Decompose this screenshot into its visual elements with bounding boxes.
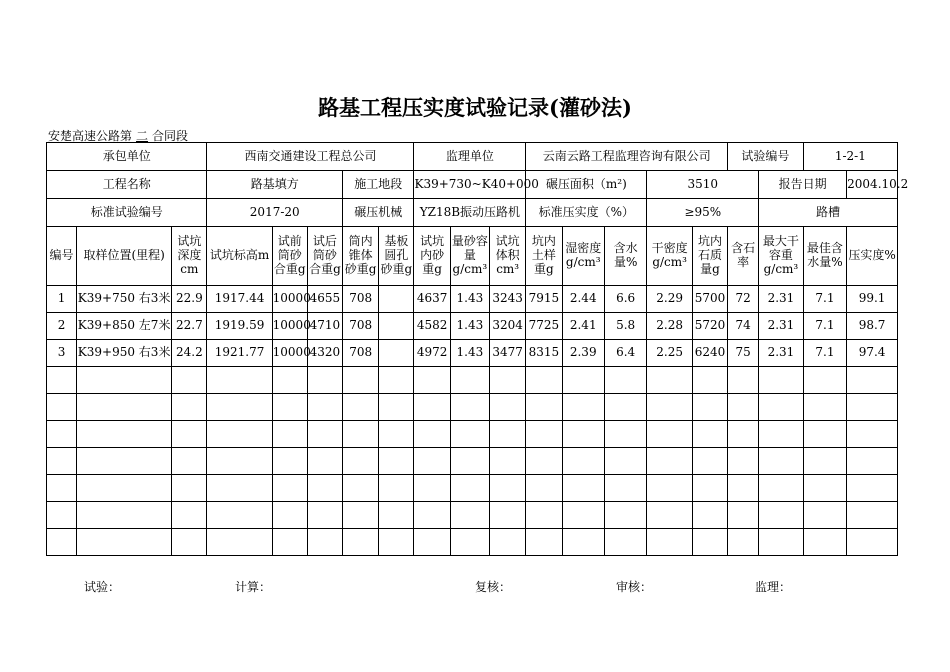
hdr-plate: 基板圆孔砂重g <box>379 227 414 286</box>
empty-cell <box>343 475 379 502</box>
empty-cell <box>759 502 804 529</box>
empty-cell <box>604 529 646 556</box>
empty-cell <box>604 421 646 448</box>
table-cell: 10000 <box>272 286 307 313</box>
empty-cell <box>414 367 450 394</box>
empty-cell <box>728 394 759 421</box>
table-cell: 6.6 <box>604 286 646 313</box>
hdr-stone-rate: 含石率 <box>728 227 759 286</box>
empty-cell <box>490 502 526 529</box>
empty-cell <box>647 475 693 502</box>
date-label: 报告日期 <box>759 171 847 199</box>
empty-cell <box>562 421 604 448</box>
contractor-label: 承包单位 <box>47 143 207 171</box>
empty-cell <box>562 448 604 475</box>
empty-cell <box>759 394 804 421</box>
table-cell: 2.44 <box>562 286 604 313</box>
empty-cell <box>803 448 846 475</box>
table-cell: 4655 <box>307 286 342 313</box>
empty-cell <box>847 475 898 502</box>
empty-cell <box>450 421 489 448</box>
empty-cell <box>647 448 693 475</box>
area-value: 3510 <box>647 171 759 199</box>
std-compact-label: 标准压实度（%） <box>526 199 647 227</box>
table-row <box>47 286 898 313</box>
area-label: 碾压面积（m²) <box>526 171 647 199</box>
empty-cell <box>172 502 207 529</box>
table-cell: 4637 <box>414 286 450 313</box>
table-cell: 3 <box>47 340 77 367</box>
table-cell: 2.25 <box>647 340 693 367</box>
empty-cell <box>172 421 207 448</box>
position-value: 路槽 <box>759 199 898 227</box>
empty-cell <box>526 421 562 448</box>
empty-cell <box>379 367 414 394</box>
table-cell: 708 <box>343 313 379 340</box>
table-cell: 22.9 <box>172 286 207 313</box>
footer-test: 试验： <box>84 580 121 594</box>
table-cell: 2.31 <box>759 286 804 313</box>
table-cell: 75 <box>728 340 759 367</box>
empty-cell <box>604 502 646 529</box>
empty-cell <box>692 421 727 448</box>
empty-cell <box>47 502 77 529</box>
empty-cell <box>604 367 646 394</box>
table-cell: 2.31 <box>759 340 804 367</box>
empty-cell <box>490 367 526 394</box>
empty-cell <box>490 529 526 556</box>
empty-cell <box>307 421 342 448</box>
empty-cell <box>307 394 342 421</box>
empty-cell <box>526 394 562 421</box>
empty-cell <box>77 529 172 556</box>
empty-cell <box>272 448 307 475</box>
table-cell: 7725 <box>526 313 562 340</box>
empty-cell <box>379 502 414 529</box>
test-no-value: 1-2-1 <box>803 143 897 171</box>
table-cell: 6.4 <box>604 340 646 367</box>
empty-cell <box>379 529 414 556</box>
hdr-pit-sand: 试坑内砂重g <box>414 227 450 286</box>
table-cell: 72 <box>728 286 759 313</box>
empty-cell <box>307 502 342 529</box>
hdr-no: 编号 <box>47 227 77 286</box>
empty-cell <box>490 421 526 448</box>
empty-cell <box>847 367 898 394</box>
hdr-water: 含水量% <box>604 227 646 286</box>
empty-cell <box>728 367 759 394</box>
column-header-row <box>47 227 898 286</box>
table-row <box>47 313 898 340</box>
table-cell: 708 <box>343 340 379 367</box>
empty-cell <box>728 529 759 556</box>
empty-cell <box>172 394 207 421</box>
empty-cell <box>450 529 489 556</box>
empty-cell <box>647 367 693 394</box>
empty-cell <box>450 394 489 421</box>
table-cell: 3204 <box>490 313 526 340</box>
empty-cell <box>77 367 172 394</box>
empty-cell <box>803 367 846 394</box>
empty-cell <box>207 394 272 421</box>
table-cell: 1917.44 <box>207 286 272 313</box>
empty-cell <box>604 448 646 475</box>
table-cell: 7.1 <box>803 340 846 367</box>
empty-cell <box>647 421 693 448</box>
table-cell: 22.7 <box>172 313 207 340</box>
empty-cell <box>207 367 272 394</box>
empty-cell <box>77 502 172 529</box>
empty-cell <box>307 475 342 502</box>
empty-cell <box>47 367 77 394</box>
empty-cell <box>728 502 759 529</box>
empty-cell <box>207 421 272 448</box>
hdr-sand-density: 量砂容量g/cm³ <box>450 227 489 286</box>
supervisor-label: 监理单位 <box>414 143 526 171</box>
machine-value: YZ18B振动压路机 <box>414 199 526 227</box>
empty-cell <box>847 529 898 556</box>
empty-cell <box>490 475 526 502</box>
date-value: 2004.10.2 <box>847 171 898 199</box>
empty-cell <box>207 448 272 475</box>
subtitle-prefix: 安楚高速公路第 <box>48 129 133 143</box>
empty-row <box>47 448 898 475</box>
table-row <box>47 340 898 367</box>
table-cell: 1921.77 <box>207 340 272 367</box>
hdr-before: 试前筒砂合重g <box>272 227 307 286</box>
hdr-after: 试后筒砂合重g <box>307 227 342 286</box>
project-value: 路基填方 <box>207 171 343 199</box>
empty-cell <box>343 502 379 529</box>
empty-cell <box>307 448 342 475</box>
empty-cell <box>490 394 526 421</box>
empty-cell <box>803 529 846 556</box>
table-cell: 2.29 <box>647 286 693 313</box>
table-cell: K39+950 右3米 <box>77 340 172 367</box>
empty-cell <box>526 475 562 502</box>
empty-cell <box>450 448 489 475</box>
empty-cell <box>414 421 450 448</box>
table-cell: 1.43 <box>450 286 489 313</box>
table-cell: K39+850 左7米 <box>77 313 172 340</box>
document-title: 路基工程压实度试验记录(灌砂法) <box>318 95 632 120</box>
hdr-location: 取样位置(里程) <box>77 227 172 286</box>
empty-cell <box>692 394 727 421</box>
table-cell: K39+750 右3米 <box>77 286 172 313</box>
hdr-elev: 试坑标高m <box>207 227 272 286</box>
empty-cell <box>47 529 77 556</box>
table-cell: 24.2 <box>172 340 207 367</box>
info-row-1 <box>47 143 898 171</box>
table-cell: 97.4 <box>847 340 898 367</box>
empty-cell <box>414 448 450 475</box>
empty-cell <box>272 394 307 421</box>
empty-cell <box>647 529 693 556</box>
table-cell <box>379 340 414 367</box>
empty-cell <box>759 367 804 394</box>
empty-cell <box>803 502 846 529</box>
empty-cell <box>47 394 77 421</box>
subtitle-section: 二 <box>136 129 149 143</box>
empty-cell <box>692 529 727 556</box>
table-cell: 5720 <box>692 313 727 340</box>
empty-cell <box>343 394 379 421</box>
table-cell: 98.7 <box>847 313 898 340</box>
empty-cell <box>47 448 77 475</box>
empty-cell <box>414 529 450 556</box>
table-cell: 3477 <box>490 340 526 367</box>
empty-cell <box>692 448 727 475</box>
empty-cell <box>379 421 414 448</box>
test-no-label: 试验编号 <box>728 143 804 171</box>
empty-cell <box>526 367 562 394</box>
hdr-dry-density: 干密度g/cm³ <box>647 227 693 286</box>
table-cell: 4710 <box>307 313 342 340</box>
empty-cell <box>307 529 342 556</box>
empty-cell <box>604 394 646 421</box>
empty-cell <box>490 448 526 475</box>
table-cell: 1.43 <box>450 340 489 367</box>
empty-cell <box>172 475 207 502</box>
table-cell: 6240 <box>692 340 727 367</box>
empty-cell <box>847 394 898 421</box>
empty-cell <box>728 448 759 475</box>
table-cell: 1919.59 <box>207 313 272 340</box>
empty-cell <box>207 502 272 529</box>
table-cell: 10000 <box>272 340 307 367</box>
machine-label: 碾压机械 <box>343 199 414 227</box>
empty-cell <box>847 502 898 529</box>
hdr-wet-density: 湿密度g/cm³ <box>562 227 604 286</box>
std-no-value: 2017-20 <box>207 199 343 227</box>
empty-row <box>47 421 898 448</box>
empty-cell <box>272 475 307 502</box>
info-row-2 <box>47 171 898 199</box>
empty-cell <box>692 367 727 394</box>
record-table <box>46 142 909 556</box>
empty-cell <box>562 367 604 394</box>
empty-row <box>47 502 898 529</box>
info-row-3 <box>47 199 898 227</box>
empty-cell <box>604 475 646 502</box>
empty-cell <box>526 529 562 556</box>
empty-cell <box>803 394 846 421</box>
empty-cell <box>803 421 846 448</box>
empty-cell <box>272 502 307 529</box>
empty-cell <box>759 475 804 502</box>
table-cell: 7915 <box>526 286 562 313</box>
empty-cell <box>172 448 207 475</box>
empty-cell <box>47 475 77 502</box>
supervisor-value: 云南云路工程监理咨询有限公司 <box>526 143 728 171</box>
empty-cell <box>526 448 562 475</box>
empty-cell <box>77 421 172 448</box>
site-label: 施工地段 <box>343 171 414 199</box>
empty-cell <box>343 448 379 475</box>
empty-cell <box>414 475 450 502</box>
table-cell: 4972 <box>414 340 450 367</box>
table-cell <box>379 286 414 313</box>
hdr-opt-water: 最佳含水量% <box>803 227 846 286</box>
empty-cell <box>77 394 172 421</box>
table-cell: 10000 <box>272 313 307 340</box>
project-label: 工程名称 <box>47 171 207 199</box>
empty-cell <box>272 529 307 556</box>
hdr-max-dry: 最大干容重g/cm³ <box>759 227 804 286</box>
table-cell: 8315 <box>526 340 562 367</box>
empty-cell <box>343 421 379 448</box>
empty-cell <box>526 502 562 529</box>
contractor-value: 西南交通建设工程总公司 <box>207 143 414 171</box>
empty-cell <box>759 421 804 448</box>
empty-cell <box>692 475 727 502</box>
table-cell: 5.8 <box>604 313 646 340</box>
empty-cell <box>692 502 727 529</box>
site-value: K39+730~K40+000 <box>414 171 526 199</box>
hdr-stone: 坑内石质量g <box>692 227 727 286</box>
table-cell: 1.43 <box>450 313 489 340</box>
empty-cell <box>803 475 846 502</box>
table-cell: 2.28 <box>647 313 693 340</box>
empty-cell <box>562 394 604 421</box>
empty-cell <box>847 448 898 475</box>
table-cell: 708 <box>343 286 379 313</box>
table-cell: 7.1 <box>803 286 846 313</box>
table-cell: 2.31 <box>759 313 804 340</box>
empty-cell <box>759 448 804 475</box>
empty-cell <box>172 529 207 556</box>
empty-cell <box>450 367 489 394</box>
footer-audit: 审核： <box>616 580 653 594</box>
table-cell <box>379 313 414 340</box>
empty-cell <box>562 529 604 556</box>
empty-cell <box>847 421 898 448</box>
footer-supervise: 监理： <box>755 580 792 594</box>
std-no-label: 标准试验编号 <box>47 199 207 227</box>
table-cell: 74 <box>728 313 759 340</box>
footer-calc: 计算： <box>235 580 272 594</box>
std-compact-value: ≥95% <box>647 199 759 227</box>
table-cell: 7.1 <box>803 313 846 340</box>
table-cell: 1 <box>47 286 77 313</box>
empty-cell <box>77 475 172 502</box>
empty-cell <box>307 367 342 394</box>
empty-cell <box>77 448 172 475</box>
hdr-cone: 筒内锥体砂重g <box>343 227 379 286</box>
empty-cell <box>562 502 604 529</box>
empty-cell <box>343 529 379 556</box>
empty-row <box>47 367 898 394</box>
hdr-pit-vol: 试坑体积cm³ <box>490 227 526 286</box>
table-cell: 99.1 <box>847 286 898 313</box>
empty-cell <box>47 421 77 448</box>
empty-row <box>47 394 898 421</box>
empty-cell <box>343 367 379 394</box>
empty-cell <box>647 502 693 529</box>
empty-cell <box>272 421 307 448</box>
table-cell: 2.39 <box>562 340 604 367</box>
empty-cell <box>207 475 272 502</box>
hdr-compaction: 压实度% <box>847 227 898 286</box>
subtitle-suffix: 合同段 <box>152 129 189 143</box>
empty-cell <box>379 448 414 475</box>
empty-cell <box>450 502 489 529</box>
table-cell: 2.41 <box>562 313 604 340</box>
empty-cell <box>647 394 693 421</box>
empty-row <box>47 529 898 556</box>
empty-cell <box>562 475 604 502</box>
table-cell: 4582 <box>414 313 450 340</box>
empty-cell <box>728 475 759 502</box>
empty-cell <box>272 367 307 394</box>
hdr-soil: 坑内土样重g <box>526 227 562 286</box>
empty-cell <box>728 421 759 448</box>
empty-row <box>47 475 898 502</box>
empty-cell <box>450 475 489 502</box>
empty-cell <box>379 475 414 502</box>
empty-cell <box>414 502 450 529</box>
empty-cell <box>414 394 450 421</box>
table-cell: 4320 <box>307 340 342 367</box>
empty-cell <box>379 394 414 421</box>
table-cell: 3243 <box>490 286 526 313</box>
footer-review: 复核： <box>475 580 512 594</box>
table-cell: 2 <box>47 313 77 340</box>
table-cell: 5700 <box>692 286 727 313</box>
empty-cell <box>207 529 272 556</box>
empty-cell <box>172 367 207 394</box>
hdr-depth: 试坑深度cm <box>172 227 207 286</box>
empty-cell <box>759 529 804 556</box>
